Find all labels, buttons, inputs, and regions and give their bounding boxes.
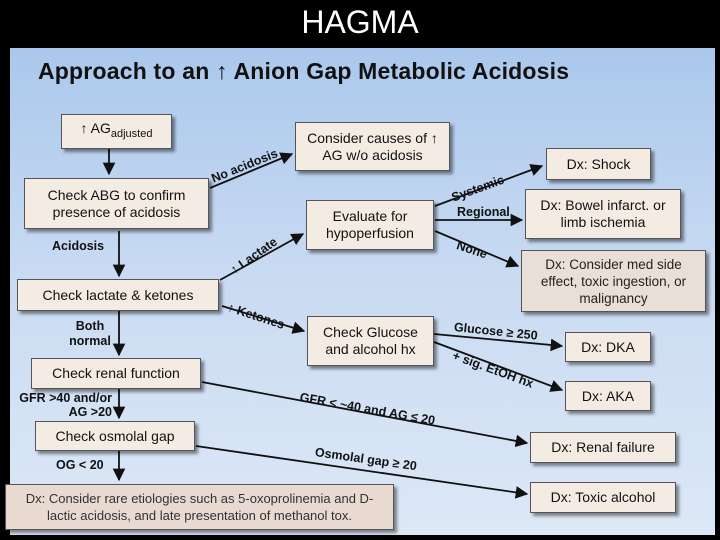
ag-adjusted-box (61, 114, 172, 149)
label-glucose: Glucose ≥ 250 (453, 320, 539, 343)
rare-etiologies-box: Dx: Consider rare etiologies such as 5-oxoprolinemia and D-lactic acidosis, and late presentation of methanol tox. (5, 484, 394, 530)
label-none: None (454, 238, 489, 262)
label-regional: Regional (457, 205, 510, 219)
dx-dka-box: Dx: DKA (565, 332, 651, 362)
label-both-normal-text: Both normal (69, 319, 111, 348)
dx-shock-box: Dx: Shock (546, 148, 651, 180)
diagram-title: Approach to an ↑ Anion Gap Metabolic Acidosis (38, 58, 570, 84)
label-gfr-ag (14, 391, 112, 419)
ag-adjusted-label: ↑ AG (80, 120, 111, 137)
label-acidosis: Acidosis (52, 239, 105, 253)
diagram-panel (10, 48, 715, 535)
label-etoh: + sig. EtOH hx (450, 348, 536, 391)
check-osmolal-gap-box: Check osmolal gap (35, 421, 195, 451)
consider-causes-box: Consider causes of ↑ AG w/o acidosis (295, 122, 450, 171)
check-lactate-ketones-box: Check lactate & ketones (17, 279, 219, 311)
label-gfr-ag-text: GFR >40 and/or AG >20 (19, 391, 112, 419)
label-og: OG < 20 (56, 458, 104, 472)
evaluate-hypoperfusion-box: Evaluate for hypoperfusion (306, 200, 434, 250)
label-lactate: ↑ Lactate (227, 234, 280, 277)
label-systemic: Systemic (449, 172, 506, 205)
label-no-acidosis: No acidosis (209, 146, 280, 186)
dx-toxic-alcohol-box: Dx: Toxic alcohol (530, 482, 676, 513)
label-gfr-renal: GFR < ~40 and AG ≤ 20 (298, 390, 437, 428)
dx-bowel-box: Dx: Bowel infarct. or limb ischemia (525, 189, 681, 239)
label-both-normal (60, 319, 120, 349)
slide-title: HAGMA (301, 4, 419, 40)
ag-adjusted-subscript: adjusted (110, 127, 153, 140)
dx-renal-failure-box: Dx: Renal failure (530, 432, 676, 463)
dx-aka-box: Dx: AKA (565, 381, 651, 411)
check-glucose-box: Check Glucose and alcohol hx (307, 316, 434, 366)
dx-med-side-effect-box: Dx: Consider med side effect, toxic ingestion, or malignancy (521, 250, 706, 312)
label-osmolal-gap: Osmolal gap ≥ 20 (314, 445, 418, 474)
check-abg-box: Check ABG to confirm presence of acidosis (24, 178, 209, 229)
check-renal-function-box: Check renal function (31, 358, 201, 389)
label-ketones: ↑ Ketones (225, 300, 287, 332)
